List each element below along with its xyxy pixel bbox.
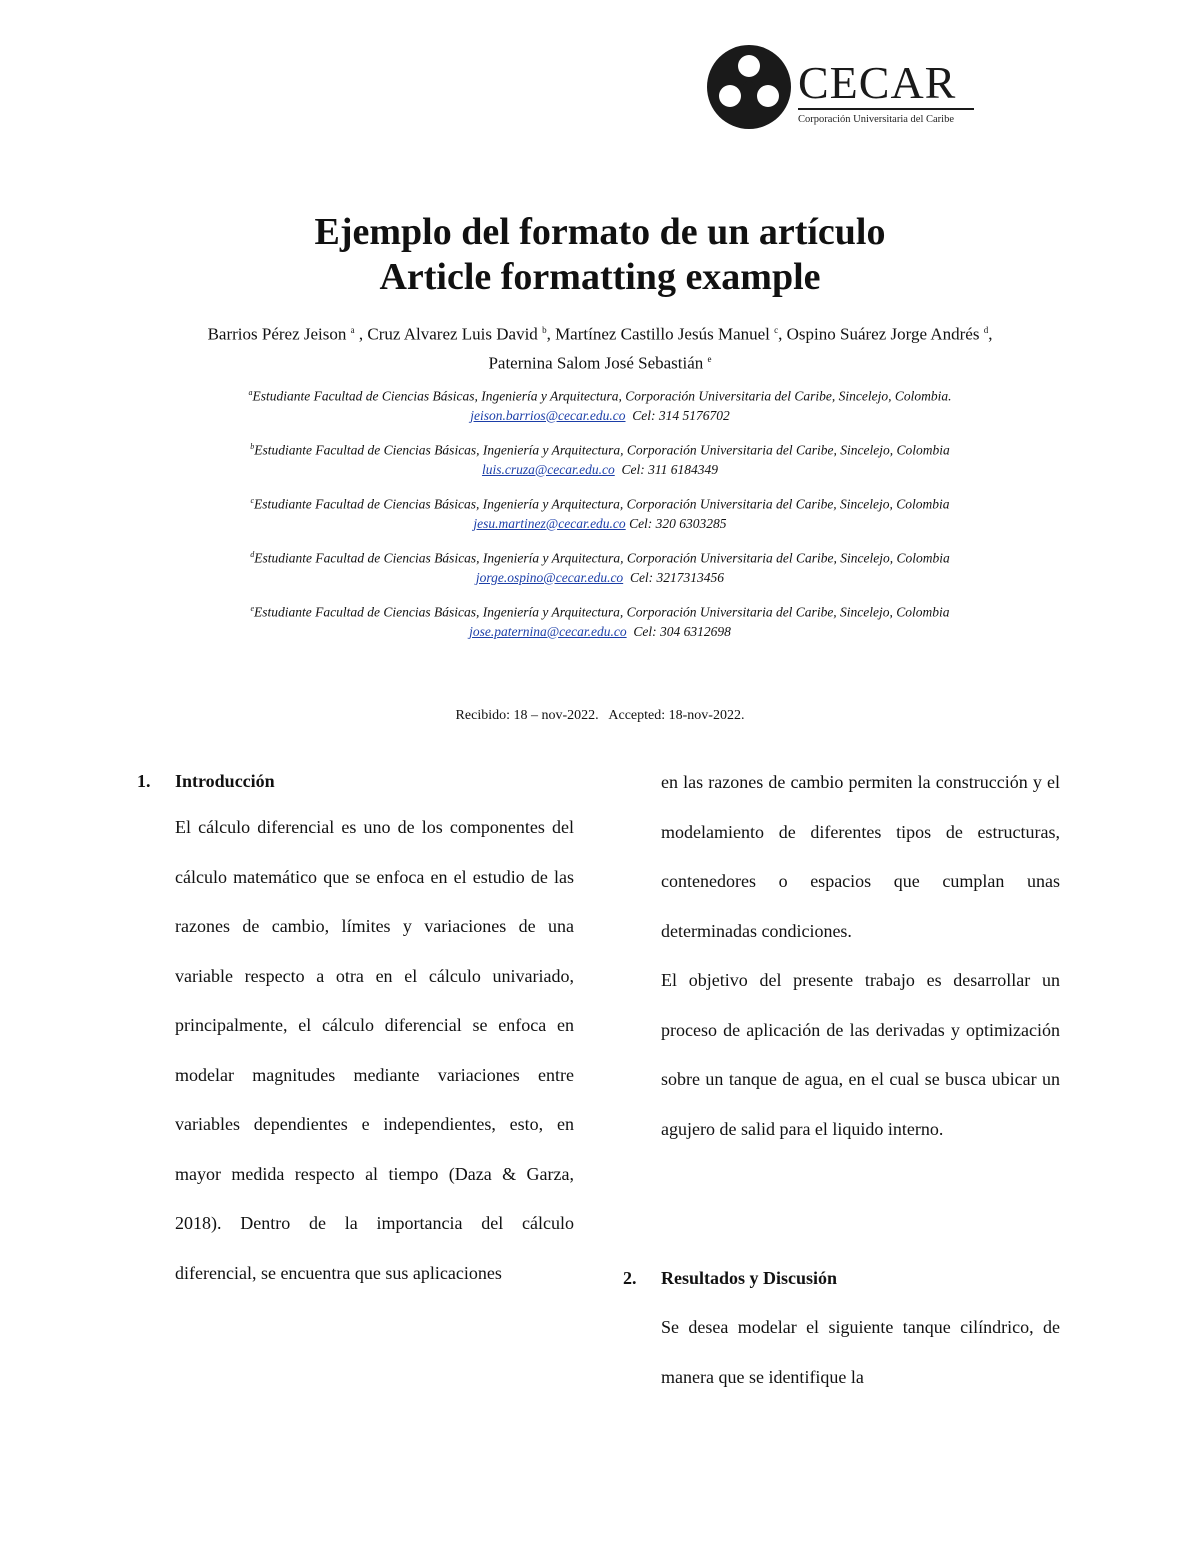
author-mark: a	[350, 325, 355, 335]
affiliation-mark: e	[250, 604, 254, 613]
title-spanish: Ejemplo del formato de un artículo	[314, 211, 886, 253]
left-column	[175, 803, 574, 1298]
email-link[interactable]: jorge.ospino@cecar.edu.co	[475, 569, 624, 585]
right-column	[661, 758, 1060, 1154]
author-mark: d	[983, 325, 989, 335]
affiliation-a	[150, 383, 1050, 425]
title-english: Article formatting example	[379, 256, 821, 298]
cecar-emblem-icon	[706, 44, 792, 130]
cecar-logo	[706, 44, 976, 134]
affiliation-text: Estudiante Facultad de Ciencias Básicas, Ingeniería y Arquitectura, Corporación Universitaria del Caribe, Sincelejo, Colombia.	[252, 388, 952, 404]
author-mark: e	[707, 353, 712, 364]
intro-paragraph-1: El cálculo diferencial es uno de los componentes del cálculo matemático que se enfoca en el estudio de las razones de cambio, límites y variaciones de una variable respecto a otra en el cálculo univariado, principalmente, el cálculo diferencial se enfoca en modelar magnitudes mediante variaciones entre variables dependientes e independientes, esto, en mayor medida respecto al tiempo (Daza & Garza, 2018). Dentro de la importancia del cálculo diferencial, se encuentra que sus aplicaciones	[175, 817, 574, 1283]
submission-dates: Recibido: 18 – nov-2022. Accepted: 18-nov-2022.	[455, 708, 745, 723]
phone-number: Cel: 314 5176702	[632, 407, 730, 423]
author-list: Barrios Pérez Jeison $^a$ , Cruz Alvarez Luis David $^b$, Martínez Castillo Jesús Manuel $^c$, Ospino Suárez Jorge Andrés $^d$, Paternina Salom José Sebastián $^e$	[207, 324, 993, 373]
section-title: Introducción	[175, 771, 275, 791]
affiliation-d	[150, 545, 1050, 587]
section-title: Resultados y Discusión	[661, 1268, 838, 1288]
phone-number: Cel: 320 6303285	[629, 515, 727, 531]
email-link[interactable]: jose.paternina@cecar.edu.co	[469, 623, 627, 639]
section-heading-intro	[137, 771, 275, 792]
phone-number: Cel: 304 6312698	[633, 623, 731, 639]
affiliation-e	[150, 599, 1050, 641]
results-paragraph-1: Se desea modelar el siguiente tanque cilíndrico, de manera que se identifique la	[661, 1317, 1060, 1387]
results-column	[661, 1303, 1060, 1402]
affiliation-text: Estudiante Facultad de Ciencias Básicas, Ingeniería y Arquitectura, Corporación Universitaria del Caribe, Sincelejo, Colombia	[254, 496, 950, 512]
email-link[interactable]: jesu.martinez@cecar.edu.co	[473, 515, 626, 531]
intro-paragraph-1-continued: en las razones de cambio permiten la construcción y el modelamiento de diferentes tipos de estructuras, contenedores o espacios que cumplan unas determinadas condiciones.	[661, 772, 1060, 941]
author-name: Paternina Salom José Sebastián	[488, 353, 704, 373]
affiliation-mark: d	[250, 550, 255, 559]
affiliation-text: Estudiante Facultad de Ciencias Básicas, Ingeniería y Arquitectura, Corporación Universitaria del Caribe, Sincelejo, Colombia	[254, 442, 950, 458]
email-link[interactable]: luis.cruza@cecar.edu.co	[481, 461, 615, 477]
author-name: Cruz Alvarez Luis David	[367, 324, 538, 344]
phone-number: Cel: 311 6184349	[621, 461, 718, 477]
affiliation-text: Estudiante Facultad de Ciencias Básicas, Ingeniería y Arquitectura, Corporación Universitaria del Caribe, Sincelejo, Colombia	[254, 604, 950, 620]
author-name: Martínez Castillo Jesús Manuel	[555, 324, 770, 344]
section-number: 2.	[623, 1268, 637, 1288]
section-number: 1.	[137, 771, 151, 791]
intro-paragraph-2: El objetivo del presente trabajo es desarrollar un proceso de aplicación de las derivadas y optimización sobre un tanque de agua, en el cual se busca ubicar un agujero de salid para el liquido interno.	[661, 970, 1060, 1139]
affiliation-mark: b	[250, 442, 255, 451]
affiliation-text: Estudiante Facultad de Ciencias Básicas, Ingeniería y Arquitectura, Corporación Universitaria del Caribe, Sincelejo, Colombia	[254, 550, 950, 566]
section-heading-results	[623, 1268, 837, 1289]
logo-subtitle: Corporación Universitaria del Caribe	[798, 114, 954, 125]
author-name: Ospino Suárez Jorge Andrés	[786, 324, 980, 344]
affiliation-c	[150, 491, 1050, 533]
email-link[interactable]: jeison.barrios@cecar.edu.co	[470, 407, 626, 423]
logo-divider	[798, 108, 974, 110]
affiliation-b	[150, 437, 1050, 479]
affiliation-mark: c	[250, 496, 254, 505]
affiliation-mark: a	[248, 388, 253, 397]
author-name: Barrios Pérez Jeison	[207, 324, 347, 344]
author-mark: c	[774, 325, 779, 335]
logo-name: CECAR	[798, 57, 957, 108]
author-mark: b	[542, 325, 547, 335]
phone-number: Cel: 3217313456	[629, 569, 725, 585]
